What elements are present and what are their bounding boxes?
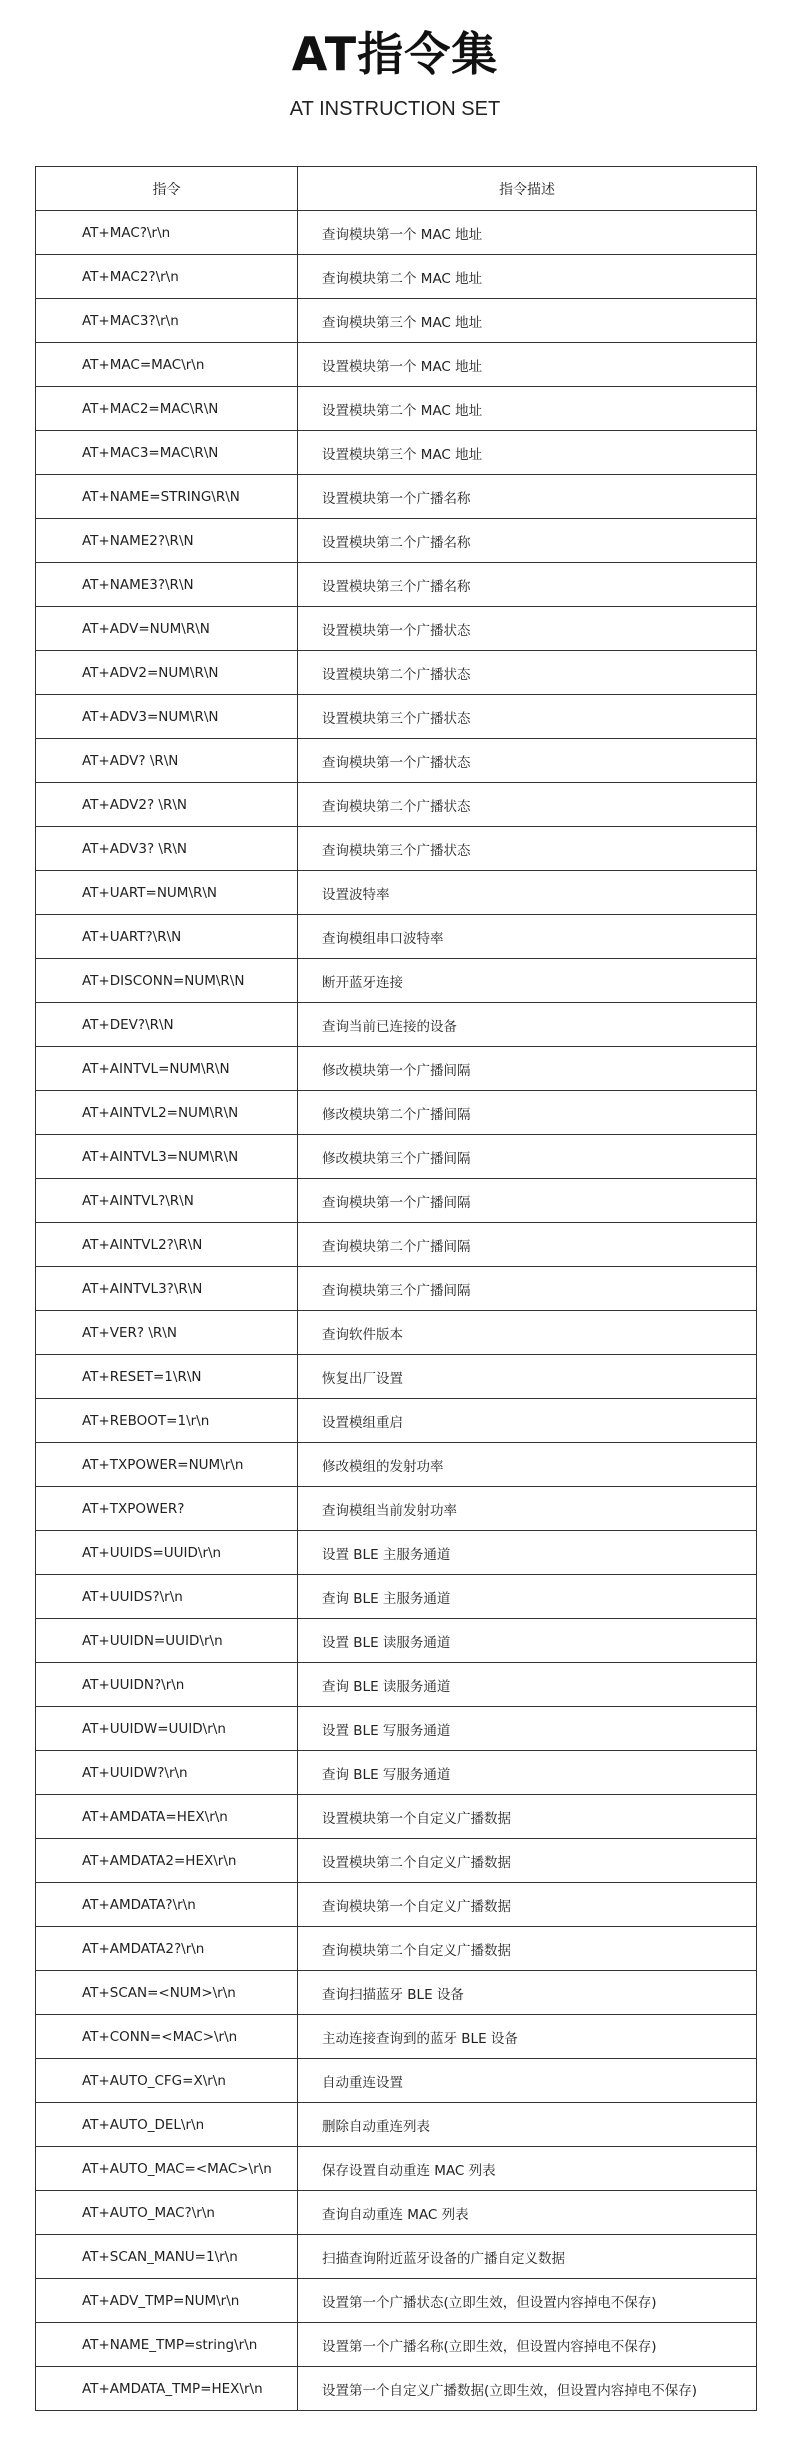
description-cell: 查询模块第一个自定义广播数据 <box>298 1883 757 1927</box>
command-cell: AT+TXPOWER? <box>36 1487 298 1531</box>
table-row <box>36 2103 757 2147</box>
command-cell: AT+MAC=MAC\r\n <box>36 343 298 387</box>
description-cell: 查询模块第二个广播间隔 <box>298 1223 757 1267</box>
description-cell: 修改模块第一个广播间隔 <box>298 1047 757 1091</box>
table-row <box>36 2235 757 2279</box>
description-cell: 查询 BLE 读服务通道 <box>298 1663 757 1707</box>
command-cell: AT+AINTVL3=NUM\R\N <box>36 1135 298 1179</box>
command-cell: AT+MAC?\r\n <box>36 211 298 255</box>
table-row <box>36 2015 757 2059</box>
table-row <box>36 2323 757 2367</box>
command-cell: AT+VER? \R\N <box>36 1311 298 1355</box>
description-cell: 设置 BLE 主服务通道 <box>298 1531 757 1575</box>
command-cell: AT+REBOOT=1\r\n <box>36 1399 298 1443</box>
description-cell: 保存设置自动重连 MAC 列表 <box>298 2147 757 2191</box>
description-cell: 查询模块第二个自定义广播数据 <box>298 1927 757 1971</box>
description-cell: 修改模块第三个广播间隔 <box>298 1135 757 1179</box>
command-cell: AT+AMDATA2?\r\n <box>36 1927 298 1971</box>
command-cell: AT+ADV3? \R\N <box>36 827 298 871</box>
table-header-row <box>36 167 757 211</box>
command-cell: AT+DISCONN=NUM\R\N <box>36 959 298 1003</box>
table-row <box>36 1135 757 1179</box>
description-cell: 设置模组重启 <box>298 1399 757 1443</box>
table-row <box>36 1047 757 1091</box>
description-cell: 查询 BLE 主服务通道 <box>298 1575 757 1619</box>
command-cell: AT+UUIDS?\r\n <box>36 1575 298 1619</box>
description-cell: 查询模块第一个 MAC 地址 <box>298 211 757 255</box>
table-row <box>36 1839 757 1883</box>
command-cell: AT+UUIDN=UUID\r\n <box>36 1619 298 1663</box>
description-cell: 恢复出厂设置 <box>298 1355 757 1399</box>
table-row <box>36 1971 757 2015</box>
command-cell: AT+NAME=STRING\R\N <box>36 475 298 519</box>
command-cell: AT+ADV3=NUM\R\N <box>36 695 298 739</box>
table-row <box>36 1619 757 1663</box>
command-cell: AT+AINTVL=NUM\R\N <box>36 1047 298 1091</box>
table-row <box>36 299 757 343</box>
description-cell: 设置第一个广播状态(立即生效，但设置内容掉电不保存) <box>298 2279 757 2323</box>
description-cell: 设置第一个自定义广播数据(立即生效，但设置内容掉电不保存) <box>298 2367 757 2411</box>
command-cell: AT+ADV? \R\N <box>36 739 298 783</box>
table-row <box>36 1663 757 1707</box>
table-row <box>36 2059 757 2103</box>
description-cell: 设置模块第一个自定义广播数据 <box>298 1795 757 1839</box>
description-cell: 设置模块第三个 MAC 地址 <box>298 431 757 475</box>
table-row <box>36 1575 757 1619</box>
table-row <box>36 1707 757 1751</box>
command-cell: AT+UUIDN?\r\n <box>36 1663 298 1707</box>
command-cell: AT+AINTVL2=NUM\R\N <box>36 1091 298 1135</box>
description-cell: 查询模块第一个广播间隔 <box>298 1179 757 1223</box>
table-row <box>36 783 757 827</box>
command-cell: AT+CONN=<MAC>\r\n <box>36 2015 298 2059</box>
table-row <box>36 827 757 871</box>
table-row <box>36 2191 757 2235</box>
table-row <box>36 343 757 387</box>
command-cell: AT+ADV=NUM\R\N <box>36 607 298 651</box>
table-row <box>36 2147 757 2191</box>
column-header-command: 指令 <box>36 167 298 211</box>
description-cell: 断开蓝牙连接 <box>298 959 757 1003</box>
table-row <box>36 1927 757 1971</box>
description-cell: 设置模块第二个 MAC 地址 <box>298 387 757 431</box>
command-cell: AT+AMDATA?\r\n <box>36 1883 298 1927</box>
table-row <box>36 651 757 695</box>
command-cell: AT+AINTVL?\R\N <box>36 1179 298 1223</box>
command-cell: AT+MAC3?\r\n <box>36 299 298 343</box>
command-cell: AT+SCAN=<NUM>\r\n <box>36 1971 298 2015</box>
description-cell: 查询模块第三个广播间隔 <box>298 1267 757 1311</box>
description-cell: 设置 BLE 写服务通道 <box>298 1707 757 1751</box>
description-cell: 主动连接查询到的蓝牙 BLE 设备 <box>298 2015 757 2059</box>
command-cell: AT+ADV_TMP=NUM\r\n <box>36 2279 298 2323</box>
page-title: AT指令集 <box>291 27 499 81</box>
table-row <box>36 2279 757 2323</box>
table-row <box>36 871 757 915</box>
command-cell: AT+NAME2?\R\N <box>36 519 298 563</box>
table-row <box>36 739 757 783</box>
page-subtitle: AT INSTRUCTION SET <box>289 98 501 120</box>
table-row <box>36 607 757 651</box>
command-cell: AT+UART?\R\N <box>36 915 298 959</box>
description-cell: 设置模块第二个广播状态 <box>298 651 757 695</box>
description-cell: 设置模块第一个广播状态 <box>298 607 757 651</box>
command-cell: AT+AUTO_CFG=X\r\n <box>36 2059 298 2103</box>
command-cell: AT+NAME3?\R\N <box>36 563 298 607</box>
command-cell: AT+TXPOWER=NUM\r\n <box>36 1443 298 1487</box>
command-cell: AT+UART=NUM\R\N <box>36 871 298 915</box>
table-row <box>36 211 757 255</box>
description-cell: 修改模块第二个广播间隔 <box>298 1091 757 1135</box>
table-row <box>36 1223 757 1267</box>
command-cell: AT+UUIDS=UUID\r\n <box>36 1531 298 1575</box>
table-row <box>36 1003 757 1047</box>
description-cell: 设置模块第一个广播名称 <box>298 475 757 519</box>
table-row <box>36 1795 757 1839</box>
description-cell: 查询模块第三个 MAC 地址 <box>298 299 757 343</box>
description-cell: 查询软件版本 <box>298 1311 757 1355</box>
at-command-table <box>35 166 757 2411</box>
command-cell: AT+AINTVL2?\R\N <box>36 1223 298 1267</box>
table-row <box>36 2367 757 2411</box>
table-row <box>36 1267 757 1311</box>
command-cell: AT+MAC2=MAC\R\N <box>36 387 298 431</box>
description-cell: 查询模块第二个广播状态 <box>298 783 757 827</box>
command-cell: AT+ADV2? \R\N <box>36 783 298 827</box>
command-cell: AT+RESET=1\R\N <box>36 1355 298 1399</box>
command-cell: AT+MAC2?\r\n <box>36 255 298 299</box>
table-row <box>36 1487 757 1531</box>
description-cell: 设置第一个广播名称(立即生效，但设置内容掉电不保存) <box>298 2323 757 2367</box>
description-cell: 查询模块第一个广播状态 <box>298 739 757 783</box>
command-cell: AT+AUTO_MAC=<MAC>\r\n <box>36 2147 298 2191</box>
command-cell: AT+ADV2=NUM\R\N <box>36 651 298 695</box>
table-row <box>36 1311 757 1355</box>
description-cell: 设置模块第二个广播名称 <box>298 519 757 563</box>
command-cell: AT+UUIDW?\r\n <box>36 1751 298 1795</box>
description-cell: 查询扫描蓝牙 BLE 设备 <box>298 1971 757 2015</box>
table-row <box>36 1883 757 1927</box>
table-row <box>36 1399 757 1443</box>
description-cell: 设置模块第一个 MAC 地址 <box>298 343 757 387</box>
description-cell: 删除自动重连列表 <box>298 2103 757 2147</box>
description-cell: 设置模块第三个广播状态 <box>298 695 757 739</box>
table-body <box>36 211 757 2411</box>
table-row <box>36 1355 757 1399</box>
command-cell: AT+AUTO_MAC?\r\n <box>36 2191 298 2235</box>
description-cell: 设置 BLE 读服务通道 <box>298 1619 757 1663</box>
description-cell: 查询 BLE 写服务通道 <box>298 1751 757 1795</box>
description-cell: 查询自动重连 MAC 列表 <box>298 2191 757 2235</box>
table-row <box>36 475 757 519</box>
description-cell: 扫描查询附近蓝牙设备的广播自定义数据 <box>298 2235 757 2279</box>
description-cell: 查询模组串口波特率 <box>298 915 757 959</box>
table-row <box>36 915 757 959</box>
command-cell: AT+AMDATA2=HEX\r\n <box>36 1839 298 1883</box>
table-row <box>36 1179 757 1223</box>
table-row <box>36 695 757 739</box>
table-row <box>36 387 757 431</box>
description-cell: 查询当前已连接的设备 <box>298 1003 757 1047</box>
command-cell: AT+NAME_TMP=string\r\n <box>36 2323 298 2367</box>
command-cell: AT+MAC3=MAC\R\N <box>36 431 298 475</box>
command-cell: AT+AMDATA_TMP=HEX\r\n <box>36 2367 298 2411</box>
command-cell: AT+SCAN_MANU=1\r\n <box>36 2235 298 2279</box>
table-row <box>36 1091 757 1135</box>
table-row <box>36 1531 757 1575</box>
table-row <box>36 519 757 563</box>
table-row <box>36 1443 757 1487</box>
table-row <box>36 255 757 299</box>
command-cell: AT+AUTO_DEL\r\n <box>36 2103 298 2147</box>
description-cell: 设置模块第二个自定义广播数据 <box>298 1839 757 1883</box>
command-cell: AT+UUIDW=UUID\r\n <box>36 1707 298 1751</box>
description-cell: 查询模块第三个广播状态 <box>298 827 757 871</box>
command-cell: AT+DEV?\R\N <box>36 1003 298 1047</box>
description-cell: 设置波特率 <box>298 871 757 915</box>
description-cell: 设置模块第三个广播名称 <box>298 563 757 607</box>
table-row <box>36 431 757 475</box>
command-cell: AT+AINTVL3?\R\N <box>36 1267 298 1311</box>
description-cell: 查询模块第二个 MAC 地址 <box>298 255 757 299</box>
table-row <box>36 563 757 607</box>
table-row <box>36 959 757 1003</box>
column-header-description: 指令描述 <box>298 167 757 211</box>
description-cell: 修改模组的发射功率 <box>298 1443 757 1487</box>
command-cell: AT+AMDATA=HEX\r\n <box>36 1795 298 1839</box>
table-row <box>36 1751 757 1795</box>
description-cell: 自动重连设置 <box>298 2059 757 2103</box>
description-cell: 查询模组当前发射功率 <box>298 1487 757 1531</box>
